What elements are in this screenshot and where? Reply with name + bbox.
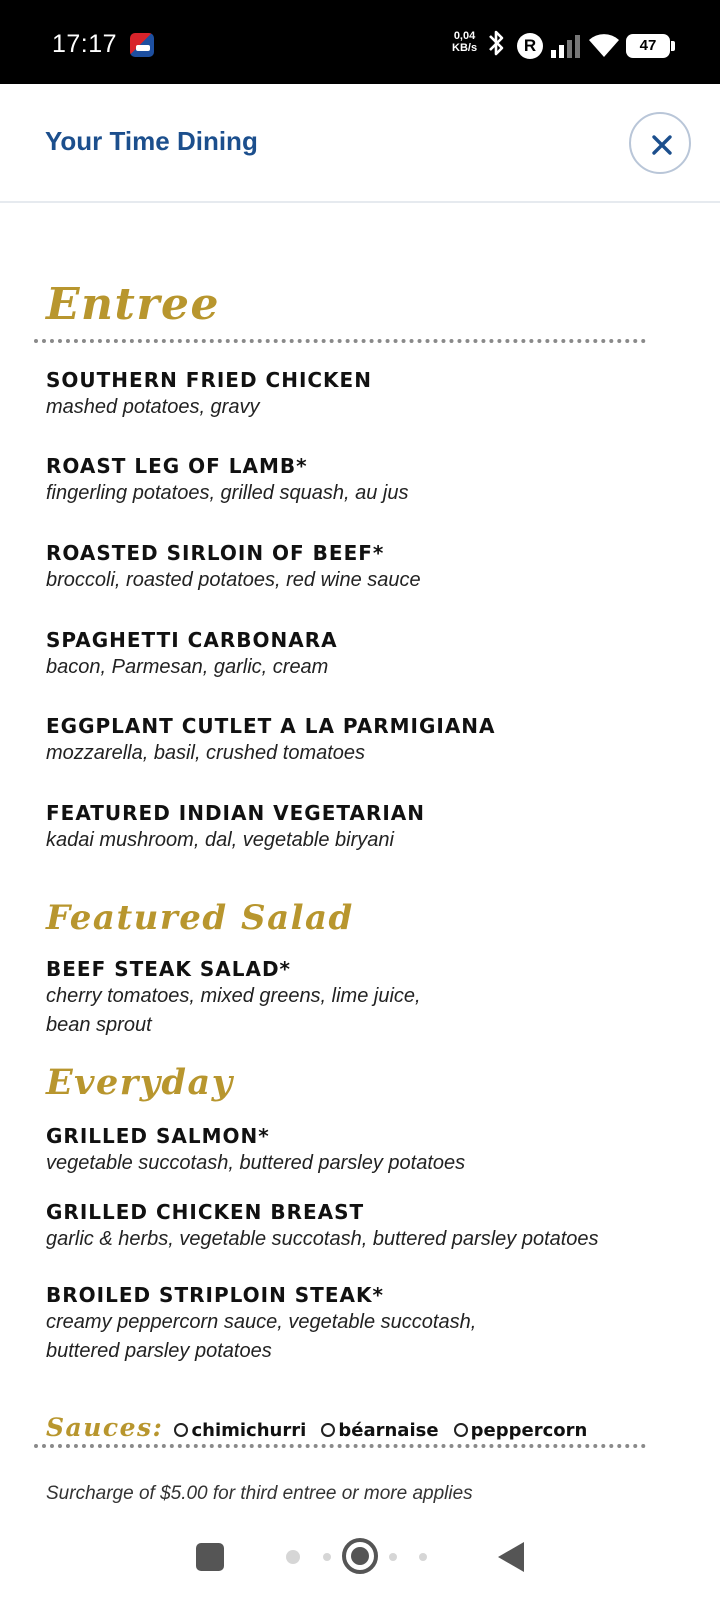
status-bar <box>0 0 720 84</box>
wifi-icon <box>588 32 620 58</box>
home-circle-icon[interactable] <box>342 1538 378 1574</box>
sauce-option-label: chimichurri <box>191 1420 307 1441</box>
menu-item-name: ROAST LEG OF LAMB* <box>46 454 308 478</box>
menu-item-desc: fingerling potatoes, grilled squash, au jus <box>46 482 409 504</box>
menu-item-name: BROILED STRIPLOIN STEAK* <box>46 1283 384 1307</box>
menu-item-desc: buttered parsley potatoes <box>46 1340 272 1362</box>
menu-item-desc: vegetable succotash, buttered parsley potatoes <box>46 1152 466 1174</box>
menu-item-name: SOUTHERN FRIED CHICKEN <box>46 368 372 392</box>
menu-item-desc: garlic & herbs, vegetable succotash, buttered parsley potatoes <box>46 1228 599 1250</box>
battery-icon: 47 <box>626 34 670 58</box>
bluetooth-icon <box>484 28 508 58</box>
close-icon <box>650 133 674 157</box>
menu-item-name: SPAGHETTI CARBONARA <box>46 628 338 652</box>
sauce-option-bearnaise <box>321 1420 438 1441</box>
sauce-option-chimichurri <box>174 1420 306 1441</box>
menu-content[interactable] <box>0 205 720 1505</box>
nav-dot-icon <box>286 1550 300 1564</box>
sauce-option-label: peppercorn <box>470 1420 588 1441</box>
network-speed-unit: KB/s <box>452 42 478 54</box>
sauce-option-label: béarnaise <box>338 1420 439 1441</box>
menu-item-desc: creamy peppercorn sauce, vegetable succotash, <box>46 1311 477 1333</box>
menu-item-name: GRILLED CHICKEN BREAST <box>46 1200 365 1224</box>
signal-icon <box>550 34 582 58</box>
dotted-divider <box>34 1444 646 1448</box>
menu-item-desc: kadai mushroom, dal, vegetable biryani <box>46 829 394 851</box>
menu-item-name: ROASTED SIRLOIN OF BEEF* <box>46 541 385 565</box>
radio-circle-icon <box>321 1423 335 1437</box>
menu-item-name: EGGPLANT CUTLET A LA PARMIGIANA <box>46 714 496 738</box>
back-triangle-icon[interactable] <box>498 1542 524 1572</box>
dining-header <box>0 84 720 203</box>
r-badge-icon: R <box>517 33 543 59</box>
menu-item-desc: bean sprout <box>46 1014 152 1036</box>
network-speed-value: 0,04 <box>453 30 476 42</box>
nav-dot-icon <box>323 1553 331 1561</box>
menu-item-name: FEATURED INDIAN VEGETARIAN <box>46 801 426 825</box>
menu-item-desc: mozzarella, basil, crushed tomatoes <box>46 742 366 764</box>
recents-square-icon[interactable] <box>196 1543 224 1571</box>
nav-dot-icon <box>389 1553 397 1561</box>
network-speed <box>452 30 477 54</box>
sauce-option-peppercorn <box>454 1420 588 1441</box>
radio-circle-icon <box>454 1423 468 1437</box>
page-title: Your Time Dining <box>45 126 258 156</box>
menu-item-name: BEEF STEAK SALAD* <box>46 957 292 981</box>
app-notification-icon <box>130 33 154 57</box>
menu-item-desc: broccoli, roasted potatoes, red wine sauce <box>46 569 421 591</box>
sauces-row <box>46 1413 597 1442</box>
nav-dot-icon <box>419 1553 427 1561</box>
menu-item-desc: cherry tomatoes, mixed greens, lime juice, <box>46 985 421 1007</box>
close-button[interactable] <box>629 112 691 174</box>
surcharge-note: Surcharge of $5.00 for third entree or more applies <box>46 1483 473 1504</box>
section-title-entree: Entree <box>46 279 221 330</box>
menu-item-name: GRILLED SALMON* <box>46 1124 270 1148</box>
system-nav-bar <box>0 1505 720 1600</box>
radio-circle-icon <box>174 1423 188 1437</box>
menu-item-desc: bacon, Parmesan, garlic, cream <box>46 656 329 678</box>
menu-item-desc: mashed potatoes, gravy <box>46 396 260 418</box>
dotted-divider <box>34 339 646 343</box>
section-title-featured-salad: Featured Salad <box>46 898 354 938</box>
section-title-everyday: Everyday <box>46 1062 234 1103</box>
sauces-label: Sauces: <box>46 1413 164 1442</box>
status-time: 17:17 <box>52 30 118 58</box>
